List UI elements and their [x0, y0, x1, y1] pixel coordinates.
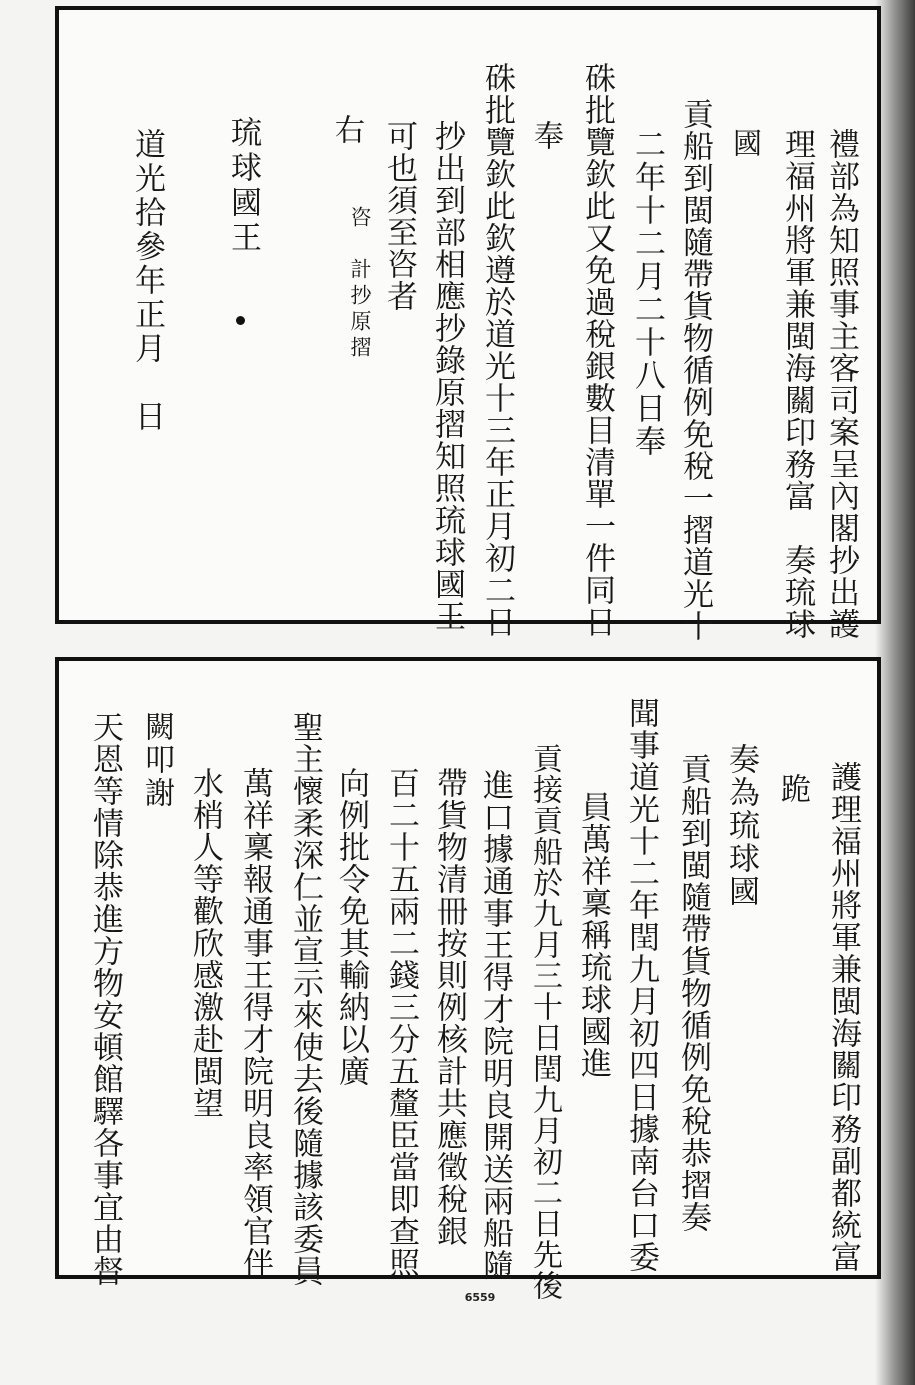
text-column: 抄出到部相應抄錄原摺知照琉球國王	[429, 120, 465, 632]
text-column: 護理福州將軍兼閩海關印務副都統富	[825, 761, 861, 1273]
text-column: 水梢人等歡欣感激赴閩望	[187, 767, 223, 1119]
text-column: 貢船到閩隨帶貨物循例免稅恭摺奏	[675, 753, 711, 1233]
text-column: 向例批令免其輸納以廣	[333, 767, 369, 1087]
text-column: 琉球國王	[225, 116, 261, 256]
text-column: 天恩等情除恭進方物安頓館驛各事宜由督	[87, 711, 123, 1287]
text-column: 硃批覽欽此欽遵於道光十三年正月初二日	[479, 62, 515, 638]
text-column: 聞事道光十二年閏九月初四日據南台口委	[623, 697, 659, 1273]
text-column: 跪	[775, 773, 810, 803]
text-column: 道光拾參年正月 日	[129, 128, 165, 434]
document-panel-top	[55, 6, 881, 642]
text-column: 理福州將軍兼閩海關印務富 奏琉球	[779, 128, 815, 640]
text-column: 貢接貢船於九月三十日閏九月初二日先後	[527, 743, 562, 1301]
text-column: 咨 計抄原摺	[348, 206, 372, 362]
text-column: 禮部為知照事主客司案呈內閣抄出護	[823, 128, 859, 640]
text-column: 進口據通事王得才院明良開送兩船隨	[477, 769, 513, 1281]
text-column: 右	[329, 114, 364, 144]
text-column: 國	[729, 128, 763, 157]
text-column: 闕叩謝	[139, 711, 174, 810]
page-number: 6559	[464, 1291, 496, 1304]
text-column: 萬祥稟報通事王得才院明良率領官伴	[237, 767, 273, 1279]
text-column: 貢船到閩隨帶貨物循例免稅一摺道光十	[677, 98, 713, 642]
text-column: 員萬祥稟稱琉球國進	[575, 791, 611, 1079]
text-column: 可也須至咨者	[381, 120, 417, 312]
text-column: 奏為琉球國	[723, 743, 759, 908]
text-column: 百二十五兩二錢三分五釐臣當即查照	[383, 767, 419, 1279]
text-column: 帶貨物清冊按則例核計共應徵稅銀	[431, 767, 467, 1247]
text-column: 聖主懷柔深仁並宣示來使去後隨據該委員	[287, 711, 323, 1287]
text-column: 奉	[528, 120, 563, 150]
text-column: 硃批覽欽此又免過稅銀數目清單一件同日	[579, 62, 615, 638]
page-edge-shadow	[875, 0, 915, 1385]
text-column: 二年十二月二十八日奉	[629, 128, 665, 458]
seal-dot	[236, 316, 245, 325]
